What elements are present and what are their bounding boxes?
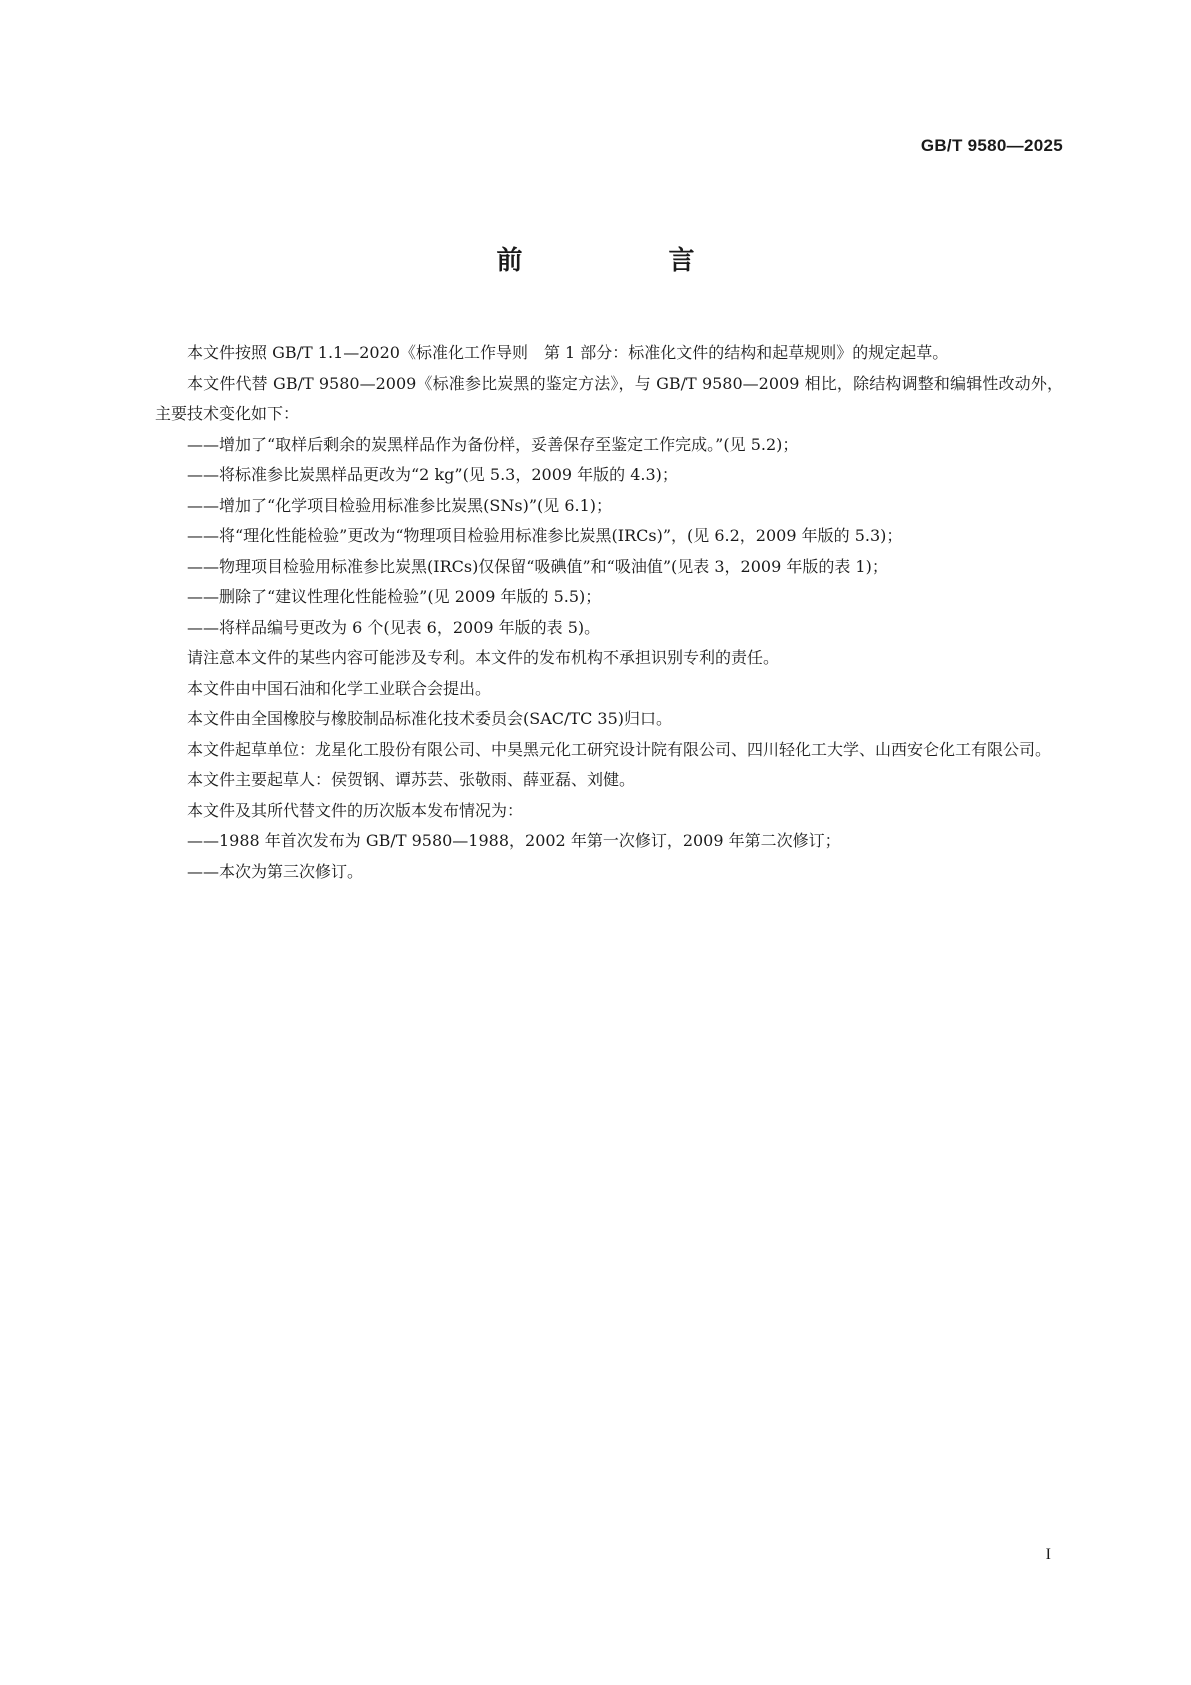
change-item: ——增加了“取样后剩余的炭黑样品作为备份样，妥善保存至鉴定工作完成。”(见 5.2)；	[187, 434, 799, 454]
change-item: ——删除了“建议性理化性能检验”(见 2009 年版的 5.5)；	[187, 587, 602, 606]
paragraph-proposed-by: 本文件由中国石油和化学工业联合会提出。	[187, 678, 492, 698]
change-item: ——将标准参比炭黑样品更改为“2 kg”(见 5.3，2009 年版的 4.3)；	[187, 465, 678, 484]
paragraph-history-intro: 本文件及其所代替文件的历次版本发布情况为：	[187, 800, 524, 820]
page-number: I	[1045, 1546, 1051, 1563]
paragraph-drafters: 本文件主要起草人：侯贺钢、谭苏芸、张敬雨、薛亚磊、刘健。	[187, 770, 636, 789]
change-item: ——增加了“化学项目检验用标准参比炭黑(SNs)”(见 6.1)；	[187, 495, 613, 515]
change-item: ——将“理化性能检验”更改为“物理项目检验用标准参比炭黑(IRCs)”，(见 6.2，2009 年版的 5.3)；	[187, 526, 903, 545]
foreword-body	[155, 338, 1063, 887]
history-item: ——本次为第三次修订。	[187, 861, 364, 881]
paragraph-patent-notice: 请注意本文件的某些内容可能涉及专利。本文件的发布机构不承担识别专利的责任。	[187, 648, 780, 667]
paragraph-replaces: 本文件代替 GB/T 9580—2009《标准参比炭黑的鉴定方法》，与 GB/T 9580—2009 相比，除结构调整和编辑性改动外，主要技术变化如下：	[155, 373, 1063, 423]
paragraph-drafting-rules: 本文件按照 GB/T 1.1—2020《标准化工作导则 第 1 部分：标准化文件的结构和起草规则》的规定起草。	[187, 343, 949, 362]
paragraph-managed-by: 本文件由全国橡胶与橡胶制品标准化技术委员会(SAC/TC 35)归口。	[187, 709, 672, 728]
change-item: ——将样品编号更改为 6 个(见表 6，2009 年版的表 5)。	[187, 617, 601, 637]
change-item: ——物理项目检验用标准参比炭黑(IRCs)仅保留“吸碘值”和“吸油值”(见表 3，2009 年版的表 1)；	[187, 556, 888, 576]
standard-number: GB/T 9580—2025	[920, 136, 1063, 155]
history-item: ——1988 年首次发布为 GB/T 9580—1988，2002 年第一次修订，2009 年第二次修订；	[187, 831, 841, 850]
page-title: 前 言	[496, 246, 755, 276]
paragraph-drafting-units: 本文件起草单位：龙星化工股份有限公司、中昊黑元化工研究设计院有限公司、四川轻化工大学、山西安仑化工有限公司。	[187, 739, 1052, 759]
